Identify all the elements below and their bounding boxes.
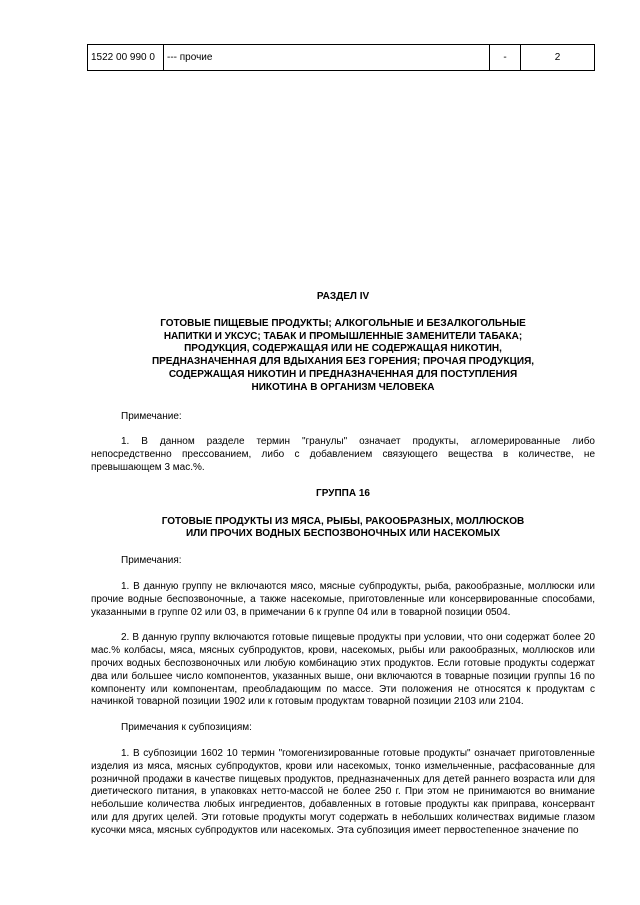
section-subtitle-line: НАПИТКИ И УКСУС; ТАБАК И ПРОМЫШЛЕННЫЕ ЗАМЕНИТЕЛИ ТАБАКА;: [163, 330, 523, 342]
group-subtitle-line: ИЛИ ПРОЧИХ ВОДНЫХ БЕСПОЗВОНОЧНЫХ ИЛИ НАСЕКОМЫХ: [185, 528, 500, 540]
section-subtitle-line: ГОТОВЫЕ ПИЩЕВЫЕ ПРОДУКТЫ; АЛКОГОЛЬНЫЕ И БЕЗАЛКОГОЛЬНЫЕ: [160, 317, 526, 329]
section-subtitle-line: ПРОДУКЦИЯ, СОДЕРЖАЩАЯ ИЛИ НЕ СОДЕРЖАЩАЯ НИКОТИН,: [184, 343, 502, 355]
group-notes-label: Примечания:: [121, 555, 182, 567]
group-title: ГРУППА 16: [316, 487, 370, 499]
subheading-note-1: 1. В субпозиции 1602 10 термин "гомогенизированные готовые продукты" означает приготовленные изделия из мяса, мясных субпродуктов, крови или насекомых, тонко измельченные, расфасованные для розничной продажи в качестве пищевых продуктов, предназначенных для детей раннего возраста или для диетического питания, в упаковках нетто-массой не более 250 г. При этом не принимаются во внимание небольшие количества любых ингредиентов, добавленных в готовые продукты как приправа, консервант или для других целей. Эти готовые продукты могут содержать в небольших количествах видимые глазом кусочки мяса, мясных субпродуктов или насекомых. Эта субпозиция имеет первостепенное значение по: [91, 747, 595, 836]
tariff-description-cell: --- прочие: [164, 45, 490, 71]
section-subtitle: [91, 318, 595, 395]
section-subtitle-line: СОДЕРЖАЩАЯ НИКОТИН И ПРЕДНАЗНАЧЕННАЯ ДЛЯ ПОСТУПЛЕНИЯ: [168, 368, 518, 380]
section-note-text: 1. В данном разделе термин "гранулы" означает продукты, агломерированные либо непосредственно прессованием, либо с добавлением связующего вещества в количестве, не превышающем 3 мас.%.: [91, 436, 595, 473]
group-note-1: 1. В данную группу не включаются мясо, мясные субпродукты, рыба, ракообразные, моллюски или прочие водные беспозвоночные, а также насекомые, приготовленные или консервированные способами, указанными в группе 02 или 03, в примечании 6 к группе 04 или в товарной позиции 0504.: [91, 580, 595, 618]
group-note-2: 2. В данную группу включаются готовые пищевые продукты при условии, что они содержат более 20 мас.% колбасы, мяса, мясных субпродуктов, крови, насекомых, рыбы или ракообразных, моллюсков или прочих водных беспозвоночных или любую комбинацию этих продуктов. Если готовые продукты содержат два или большее число компонентов, указанных выше, они включаются в товарные позиции группы 16 по компоненту или компонентам, преобладающим по массе. Эти положения не относятся к продуктам с начинкой товарной позиции 1902 или к готовым продуктам товарной позиции 2103 или 2104.: [91, 632, 595, 708]
section-note-label: Примечание:: [121, 410, 182, 422]
tariff-code-cell: 1522 00 990 0: [88, 45, 164, 71]
tariff-rate-cell: 2: [521, 45, 595, 71]
table-row: [88, 45, 595, 71]
tariff-unit-cell: -: [490, 45, 521, 71]
document-body: [91, 291, 595, 851]
subheading-notes-label: Примечания к субпозициям:: [121, 722, 252, 734]
group-subtitle: [91, 516, 595, 542]
tariff-row-table: [87, 44, 595, 71]
section-subtitle-line: НИКОТИНА В ОРГАНИЗМ ЧЕЛОВЕКА: [251, 381, 435, 393]
group-subtitle-line: ГОТОВЫЕ ПРОДУКТЫ ИЗ МЯСА, РЫБЫ, РАКООБРАЗНЫХ, МОЛЛЮСКОВ: [161, 515, 525, 527]
section-title: РАЗДЕЛ IV: [316, 291, 370, 302]
section-subtitle-line: ПРЕДНАЗНАЧЕННАЯ ДЛЯ ВДЫХАНИЯ БЕЗ ГОРЕНИЯ; ПРОЧАЯ ПРОДУКЦИЯ,: [151, 356, 535, 368]
